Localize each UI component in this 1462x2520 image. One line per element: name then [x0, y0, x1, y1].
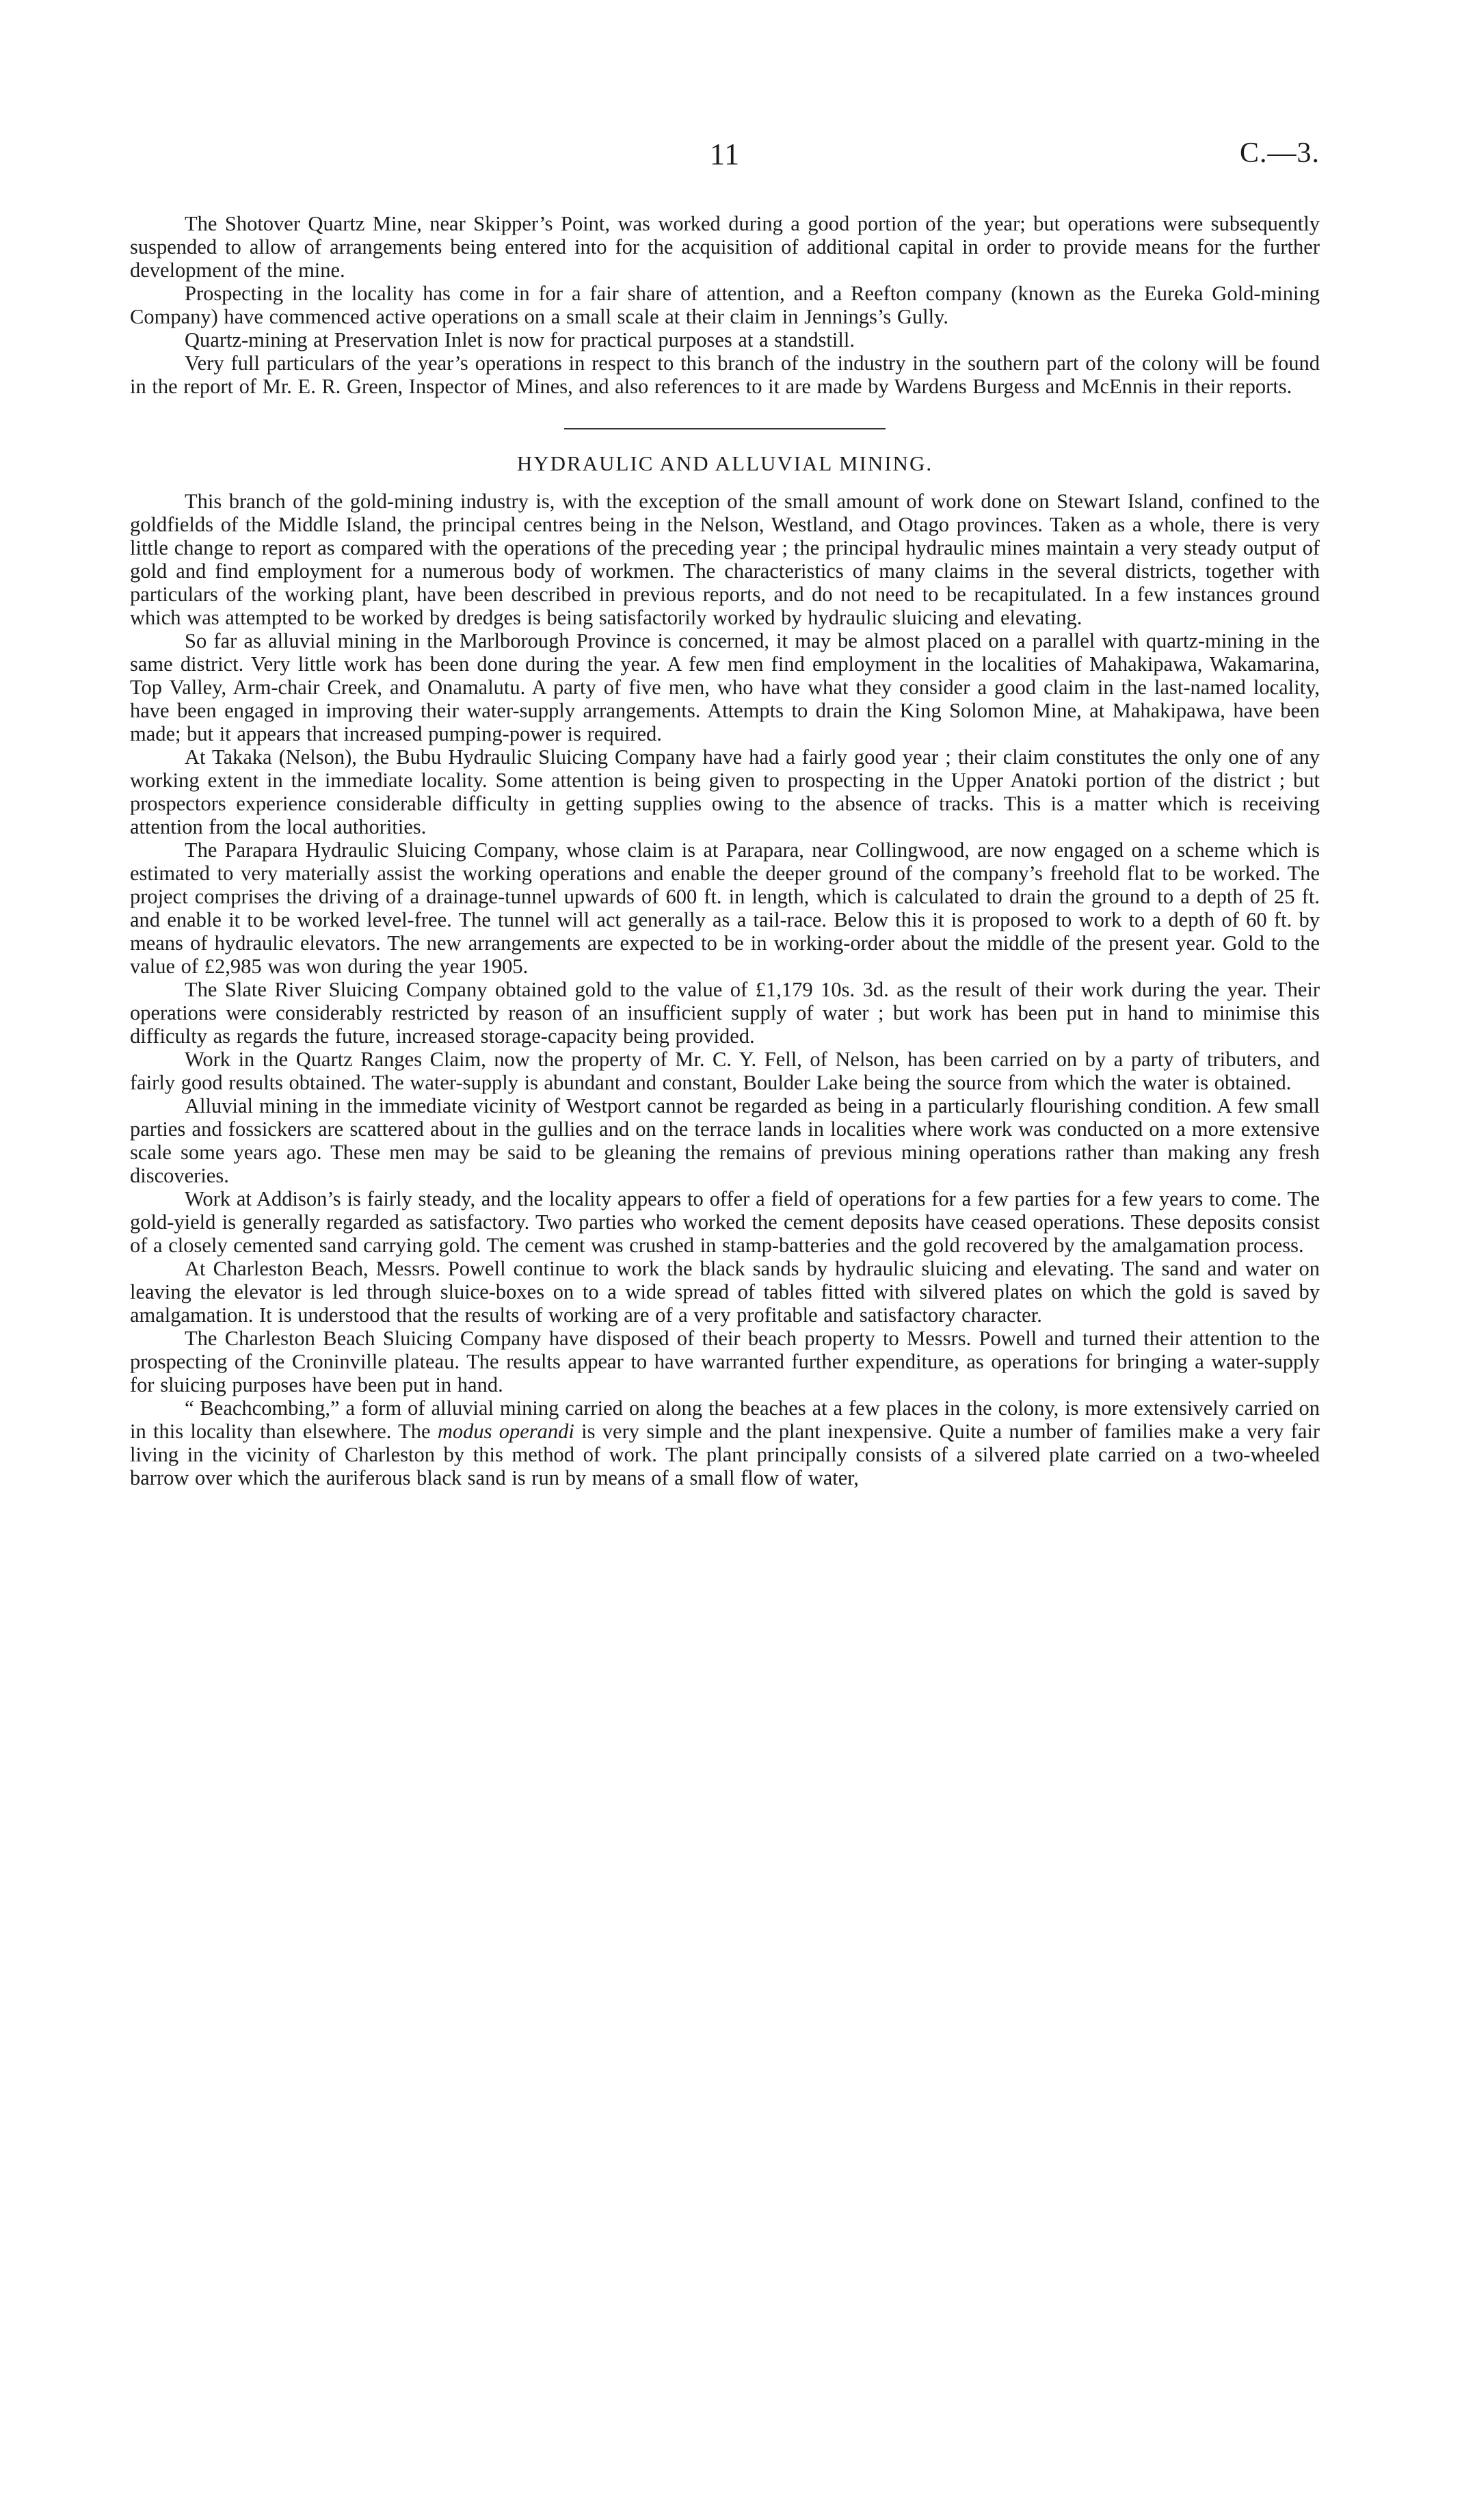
paragraph-text: “ Beachcombing,” a form of alluvial mining carried on along the beaches at a few places in the colony, is more extensively carried on in this locality than elsewhere. The	[130, 1396, 1320, 1443]
document-reference: C.—3.	[1239, 137, 1320, 169]
paragraph: At Charleston Beach, Messrs. Powell continue to work the black sands by hydraulic sluicing and elevating. The sand and water on leaving the elevator is led through sluice-boxes on to a wide spread of tables fitted with silvered plates on which the gold is saved by amalgamation. It is understood that the results of working are of a very profitable and satisfactory character.	[130, 1257, 1320, 1327]
paragraph: Work at Addison’s is fairly steady, and the locality appears to offer a field of operations for a few parties for a few years to come. The gold-yield is generally regarded as satisfactory. Two parties who worked the cement deposits have ceased operations. These deposits consist of a closely cemented sand carrying gold. The cement was crushed in stamp-batteries and the gold recovered by the amalgamation process.	[130, 1187, 1320, 1257]
paragraph: Alluvial mining in the immediate vicinity of Westport cannot be regarded as being in a particularly flourishing condition. A few small parties and fossickers are scattered about in the gullies and on the terrace lands in localities where work was conducted on a more extensive scale some years ago. These men may be said to be gleaning the remains of previous mining operations rather than making any fresh discoveries.	[130, 1094, 1320, 1187]
paragraph: The Parapara Hydraulic Sluicing Company, whose claim is at Parapara, near Collingwood, are now engaged on a scheme which is estimated to very materially assist the working operations and enable the deeper ground of the company’s freehold flat to be worked. The project comprises the driving of a drainage-tunnel upwards of 600 ft. in length, which is calculated to drain the ground to a depth of 25 ft. and enable it to be worked level-free. The tunnel will act generally as a tail-race. Below this it is proposed to work to a depth of 60 ft. by means of hydraulic elevators. The new arrangements are expected to be in working-order about the middle of the present year. Gold to the value of £2,985 was won during the year 1905.	[130, 838, 1320, 978]
paragraph: Prospecting in the locality has come in for a fair share of attention, and a Reefton company (known as the Eureka Gold-mining Company) have commenced active operations on a small scale at their claim in Jennings’s Gully.	[130, 282, 1320, 328]
section-heading: HYDRAULIC AND ALLUVIAL MINING.	[516, 451, 933, 475]
paragraph: Quartz-mining at Preservation Inlet is now for practical purposes at a standstill.	[185, 328, 855, 352]
paragraph-text: is very simple and the plant inexpensive. Quite a number of families make a very fair living in the vicinity of Charleston by this method of work. The plant principally consists of a silvered plate carried on a two-wheeled barrow over which the auriferous black sand is run by means of a small flow of water,	[130, 1420, 1320, 1489]
paragraph: So far as alluvial mining in the Marlborough Province is concerned, it may be almost placed on a parallel with quartz-mining in the same district. Very little work has been done during the year. A few men find employment in the localities of Mahakipawa, Wakamarina, Top Valley, Arm-chair Creek, and Onamalutu. A party of five men, who have what they consider a good claim in the last-named locality, have been engaged in improving their water-supply arrangements. Attempts to drain the King Solomon Mine, at Mahakipawa, have been made; but it appears that increased pumping-power is required.	[130, 629, 1320, 745]
paragraph: The Shotover Quartz Mine, near Skipper’s Point, was worked during a good portion of the year; but operations were subsequently suspended to allow of arrangements being entered into for the acquisition of additional capital in order to provide means for the further development of the mine.	[130, 212, 1320, 282]
italic-term: modus operandi	[437, 1420, 574, 1443]
paragraph: This branch of the gold-mining industry is, with the exception of the small amount of work done on Stewart Island, confined to the goldfields of the Middle Island, the principal centres being in the Nelson, Westland, and Otago provinces. Taken as a whole, there is very little change to report as compared with the operations of the preceding year ; the principal hydraulic mines maintain a very steady output of gold and find employment for a numerous body of workmen. The characteristics of many claims in the several districts, together with particulars of the working plant, have been described in previous reports, and do not need to be recapitulated. In a few instances ground which was attempted to be worked by dredges is being satisfactorily worked by hydraulic sluicing and elevating.	[130, 490, 1320, 629]
page-number: 11	[709, 137, 741, 171]
paragraph: The Charleston Beach Sluicing Company have disposed of their beach property to Messrs. Powell and turned their attention to the prospecting of the Croninville plateau. The results appear to have warranted further expenditure, as operations for bringing a water-supply for sluicing purposes have been put in hand.	[130, 1327, 1320, 1396]
paragraph	[130, 1396, 1320, 1489]
body-text	[130, 212, 1320, 1489]
page-header	[130, 137, 1320, 178]
paragraph: Very full particulars of the year’s operations in respect to this branch of the industry in the southern part of the colony will be found in the report of Mr. E. R. Green, Inspector of Mines, and also references to it are made by Wardens Burgess and McEnnis in their reports.	[130, 352, 1320, 398]
section-divider	[564, 428, 886, 429]
paragraph: Work in the Quartz Ranges Claim, now the property of Mr. C. Y. Fell, of Nelson, has been carried on by a party of tributers, and fairly good results obtained. The water-supply is abundant and constant, Boulder Lake being the source from which the water is obtained.	[130, 1048, 1320, 1094]
paragraph: At Takaka (Nelson), the Bubu Hydraulic Sluicing Company have had a fairly good year ; their claim constitutes the only one of any working extent in the immediate locality. Some attention is being given to prospecting in the Upper Anatoki portion of the district ; but prospectors experience considerable difficulty in getting supplies owing to the absence of tracks. This is a matter which is receiving attention from the local authorities.	[130, 745, 1320, 838]
paragraph: The Slate River Sluicing Company obtained gold to the value of £1,179 10s. 3d. as the result of their work during the year. Their operations were considerably restricted by reason of an insufficient supply of water ; but work has been put in hand to minimise this difficulty as regards the future, increased storage-capacity being provided.	[130, 978, 1320, 1048]
